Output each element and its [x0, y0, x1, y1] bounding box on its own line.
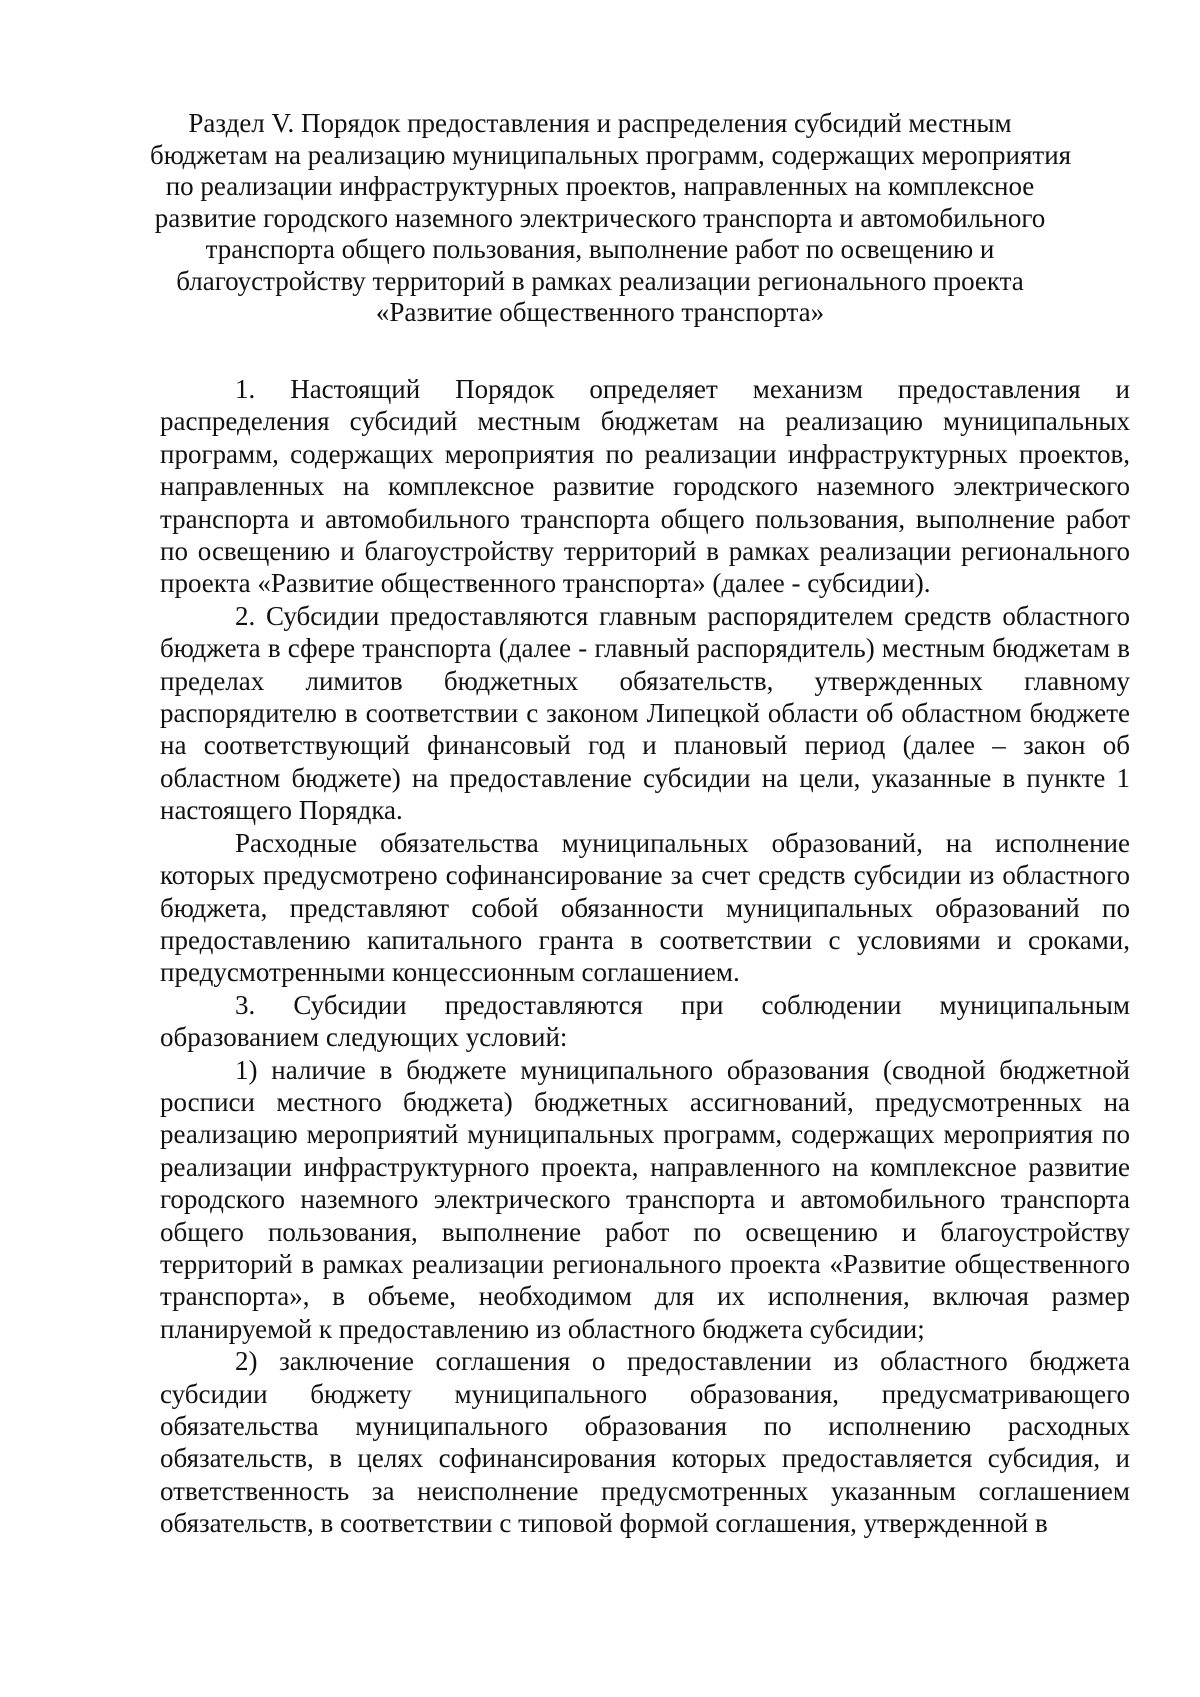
paragraph-2: 2. Субсидии предоставляются главным распорядителем средств областного бюджета в сфере транспорта (далее - главный распорядитель) местным бюджетам в пределах лимитов бюджетных обязательств, утвержденных главному распорядителю в соответствии с законом Липецкой области об областном бюджете на соответствующий финансовый год и плановый период (далее – закон об областном бюджете) на предоставление субсидии на цели, указанные в пункте 1 настоящего Порядка. [160, 600, 1130, 826]
heading-line: Раздел V. Порядок предоставления и распределения субсидий местным [188, 108, 1012, 138]
paragraph-1: 1. Настоящий Порядок определяет механизм предоставления и распределения субсидий местным бюджетам на реализацию муниципальных программ, содержащих мероприятия по реализации инфраструктурных проектов, направленных на комплексное развитие городского наземного электрического транспорта и автомобильного транспорта общего пользования, выполнение работ по освещению и благоустройству территорий в рамках реализации регионального проекта «Развитие общественного транспорта» (далее - субсидии). [160, 374, 1130, 599]
condition-1: 1) наличие в бюджете муниципального образования (сводной бюджетной росписи местного бюджета) бюджетных ассигнований, предусмотренных на реализацию мероприятий муниципальных программ, содержащих мероприятия по реализации инфраструктурного проекта, направленного на комплексное развитие городского наземного электрического транспорта и автомобильного транспорта общего пользования, выполнение работ по освещению и благоустройству территорий в рамках реализации регионального проекта «Развитие общественного транспорта», в объеме, необходимом для их исполнения, включая размер планируемой к предоставлению из областного бюджета субсидии; [160, 1054, 1130, 1344]
heading-line: развитие городского наземного электрического транспорта и автомобильного [154, 202, 1046, 233]
paragraph-3: 3. Субсидии предоставляются при соблюдении муниципальным образованием следующих условий: [160, 989, 1130, 1053]
heading-line: транспорта общего пользования, выполнение работ по освещению и [205, 234, 995, 264]
paragraph-2-continuation: Расходные обязательства муниципальных образований, на исполнение которых предусмотрено софинансирование за счет средств субсидии из областного бюджета, представляют собой обязанности муниципальных образований по предоставлению капитального гранта в соответствии с условиями и сроками, предусмотренными концессионным соглашением. [160, 827, 1130, 988]
heading-line: благоустройству территорий в рамках реализации регионального проекта [176, 265, 1024, 296]
heading-line: по реализации инфраструктурных проектов, направленных на комплексное [165, 171, 1035, 201]
condition-2: 2) заключение соглашения о предоставлении из областного бюджета субсидии бюджету муниципального образования, предусматривающего обязательства муниципального образования по исполнению расходных обязательств, в целях софинансирования которых предоставляется субсидия, и ответственность за неисполнение предусмотренных указанным соглашением обязательств, в соответствии с типовой формой соглашения, утвержденной в [160, 1346, 1130, 1539]
heading-line: бюджетам на реализацию муниципальных программ, содержащих мероприятия [150, 139, 1072, 170]
heading-line: «Развитие общественного транспорта» [375, 297, 825, 327]
document-body [160, 373, 1130, 1540]
section-heading [150, 108, 1072, 329]
